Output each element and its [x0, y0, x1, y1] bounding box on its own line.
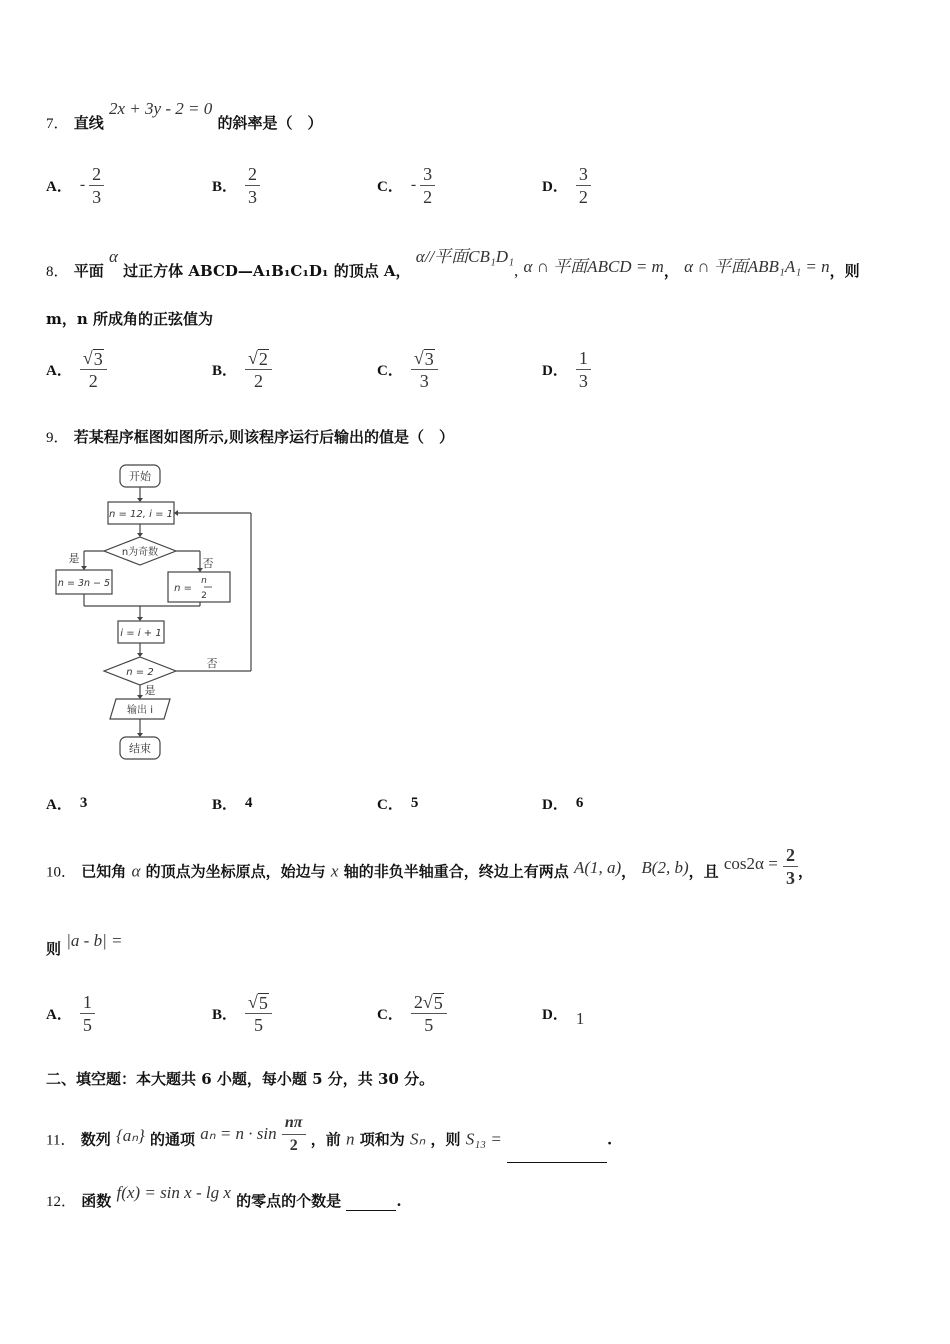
point-b: B(2, b): [641, 857, 689, 877]
option-label: B．: [212, 796, 238, 813]
question-number: 9．: [46, 430, 69, 446]
option-label: B．: [212, 1006, 238, 1023]
fraction: $\frac{3}{2}$: [420, 163, 435, 208]
option-label: A．: [46, 362, 72, 379]
even-branch-num: n: [201, 576, 207, 586]
arrow-head: [174, 510, 178, 516]
option-c[interactable]: [377, 160, 435, 210]
question-text: 已知角: [81, 862, 127, 881]
equation: f(x) = sin x - lg x: [116, 1183, 231, 1202]
even-branch-lhs: n =: [174, 583, 192, 594]
option-b[interactable]: [212, 160, 260, 210]
section-heading: 二、填空题：本大题共 6 小题，每小题 5 分，共 30 分。: [46, 1070, 435, 1088]
question-text: ，则: [829, 262, 860, 280]
option-label: B．: [212, 362, 238, 379]
equation: |a - b| =: [66, 931, 123, 950]
equation: aₙ = n · sin: [200, 1123, 277, 1143]
alpha-symbol: α: [109, 247, 118, 266]
option-value: 6: [575, 794, 584, 811]
inc-label: i = i + 1: [120, 628, 162, 639]
sequence: {aₙ}: [115, 1125, 145, 1145]
option-value: 1: [575, 1009, 585, 1028]
yes-label: 是: [68, 552, 80, 565]
q7-options: [46, 160, 926, 210]
question-text: ，前: [310, 1130, 341, 1149]
option-c[interactable]: [377, 344, 438, 394]
option-b[interactable]: [212, 344, 272, 394]
answer-blank[interactable]: [346, 1194, 396, 1211]
cond1-label: n为奇数: [121, 547, 159, 558]
point-a: A(1, a): [573, 857, 622, 877]
question-10: 10． 已知角 α 的顶点为坐标原点，始边与 x 轴的非负半轴重合，终边上有两点 A(1, a)， B(2, b)，且 cos2α = $\frac{2}{3}$ ，: [46, 845, 814, 888]
fraction: √ 2 2: [245, 347, 272, 392]
option-label: B．: [212, 178, 238, 195]
option-label: D．: [542, 1006, 568, 1023]
question-text: 数列: [80, 1130, 111, 1149]
option-label: C．: [377, 1006, 403, 1023]
fraction: √ 3 3: [411, 347, 438, 392]
question-number: 8．: [46, 264, 69, 280]
question-number: 10．: [46, 864, 77, 881]
question-text: ，则: [430, 1130, 461, 1149]
option-d[interactable]: [542, 160, 591, 210]
no-label: 否: [202, 557, 214, 570]
arrow-head: [137, 533, 143, 537]
question-text: 平面: [73, 262, 104, 280]
fraction: √ 5 5: [245, 991, 272, 1036]
alpha-symbol: α: [131, 861, 141, 881]
start-label: 开始: [129, 470, 151, 483]
option-label: D．: [542, 362, 568, 379]
arrow-head: [137, 498, 143, 502]
option-a[interactable]: [46, 344, 107, 394]
flowchart: [46, 458, 276, 763]
question-number: 12．: [46, 1194, 77, 1210]
even-branch-den: 2: [201, 591, 207, 601]
init-label: n = 12, i = 1: [108, 509, 174, 520]
question-11: 11． 数列 {aₙ} 的通项 aₙ = n · sin $\frac{n\pi}{2}$ ，前 n 项和为 Sₙ ，则 S₁₃ = .: [46, 1118, 612, 1163]
option-c[interactable]: [377, 988, 447, 1038]
option-label: D．: [542, 178, 568, 195]
option-label: D．: [542, 796, 568, 813]
minus-sign: -: [410, 176, 417, 193]
question-number: 11．: [46, 1132, 76, 1149]
question-text: 的顶点为坐标原点，始边与: [145, 862, 326, 881]
variable: x: [330, 861, 339, 881]
question-text: 的斜率是（ ）: [217, 114, 323, 132]
option-label: A．: [46, 178, 72, 195]
question-text: 过正方体 ABCD—A₁B₁C₁D₁ 的顶点 A，: [123, 262, 411, 280]
equation: α ∩ 平面ABCD = m: [523, 257, 664, 276]
option-label: A．: [46, 1006, 72, 1023]
question-text: 则: [46, 940, 62, 958]
question-text: 项和为: [359, 1130, 405, 1149]
option-label: C．: [377, 178, 403, 195]
option-a[interactable]: [46, 778, 95, 828]
fraction: $\frac{2}{3}$: [89, 163, 104, 208]
q9-options: [46, 778, 926, 828]
option-c[interactable]: [377, 778, 426, 828]
option-d[interactable]: [542, 988, 584, 1038]
option-value: 3: [79, 794, 88, 811]
option-d[interactable]: [542, 344, 591, 394]
equation: S₁₃ =: [465, 1129, 502, 1149]
q8-options: [46, 344, 926, 394]
fraction: $\frac{2}{3}$: [783, 844, 798, 889]
question-10-line2: [46, 931, 123, 959]
equation: 2x + 3y - 2 = 0: [109, 99, 213, 118]
option-d[interactable]: [542, 778, 591, 828]
fraction: $\frac{1}{5}$: [80, 991, 95, 1036]
question-8: 8． 平面 α 过正方体 ABCD—A₁B₁C₁D₁ 的顶点 A， α//平面CB₁D₁, α ∩ 平面ABCD = m， α ∩ 平面ABB₁A₁ = n，则: [46, 247, 860, 280]
option-label: C．: [377, 362, 403, 379]
fraction: $\frac{3}{2}$: [576, 163, 591, 208]
option-a[interactable]: [46, 988, 95, 1038]
option-label: A．: [46, 796, 72, 813]
question-text: m，n 所成角的正弦值为: [46, 310, 214, 328]
question-text: 若某程序框图如图所示,则该程序运行后输出的值是（ ）: [73, 428, 454, 446]
end-label: 结束: [129, 742, 151, 755]
fraction: $\frac{2}{3}$: [245, 163, 260, 208]
equation: α//平面CB₁D₁: [415, 247, 514, 266]
minus-sign: -: [79, 176, 86, 193]
question-9: [46, 426, 454, 447]
yes2-label: 是: [144, 684, 156, 697]
option-label: C．: [377, 796, 403, 813]
cond2-label: n = 2: [126, 667, 154, 678]
question-7: [46, 99, 323, 133]
question-text: 的零点的个数是: [236, 1192, 342, 1210]
variable: n: [346, 1129, 355, 1149]
option-a[interactable]: [46, 160, 104, 210]
option-b[interactable]: [212, 988, 272, 1038]
question-text: 直线: [73, 114, 104, 132]
question-text: 的通项: [150, 1130, 196, 1149]
output-label: 输出 i: [127, 705, 153, 716]
odd-branch-label: n = 3n − 5: [57, 578, 111, 589]
variable: Sₙ: [409, 1129, 426, 1149]
fraction: $\frac{1}{3}$: [576, 347, 591, 392]
question-text: 轴的非负半轴重合，终边上有两点: [343, 862, 569, 881]
arrow-head: [137, 653, 143, 657]
question-text: 函数: [81, 1192, 112, 1210]
equation: cos2α =: [723, 853, 778, 873]
option-value: 4: [245, 794, 253, 811]
fraction: √ 3 2: [80, 347, 107, 392]
option-b[interactable]: [212, 778, 261, 828]
question-12: 12． 函数 f(x) = sin x - lg x 的零点的个数是 .: [46, 1183, 402, 1210]
fraction: $\frac{n\pi}{2}$: [282, 1112, 306, 1157]
fraction: 2√ 5 5: [411, 991, 447, 1036]
option-value: 5: [410, 794, 419, 811]
question-8-line2: [46, 308, 213, 329]
question-number: 7．: [46, 116, 69, 132]
equation: α ∩ 平面ABB₁A₁ = n: [684, 257, 830, 276]
no2-label: 否: [206, 657, 218, 670]
q10-options: [46, 988, 926, 1038]
answer-blank[interactable]: [507, 1146, 607, 1163]
question-text: ，且: [688, 862, 719, 881]
